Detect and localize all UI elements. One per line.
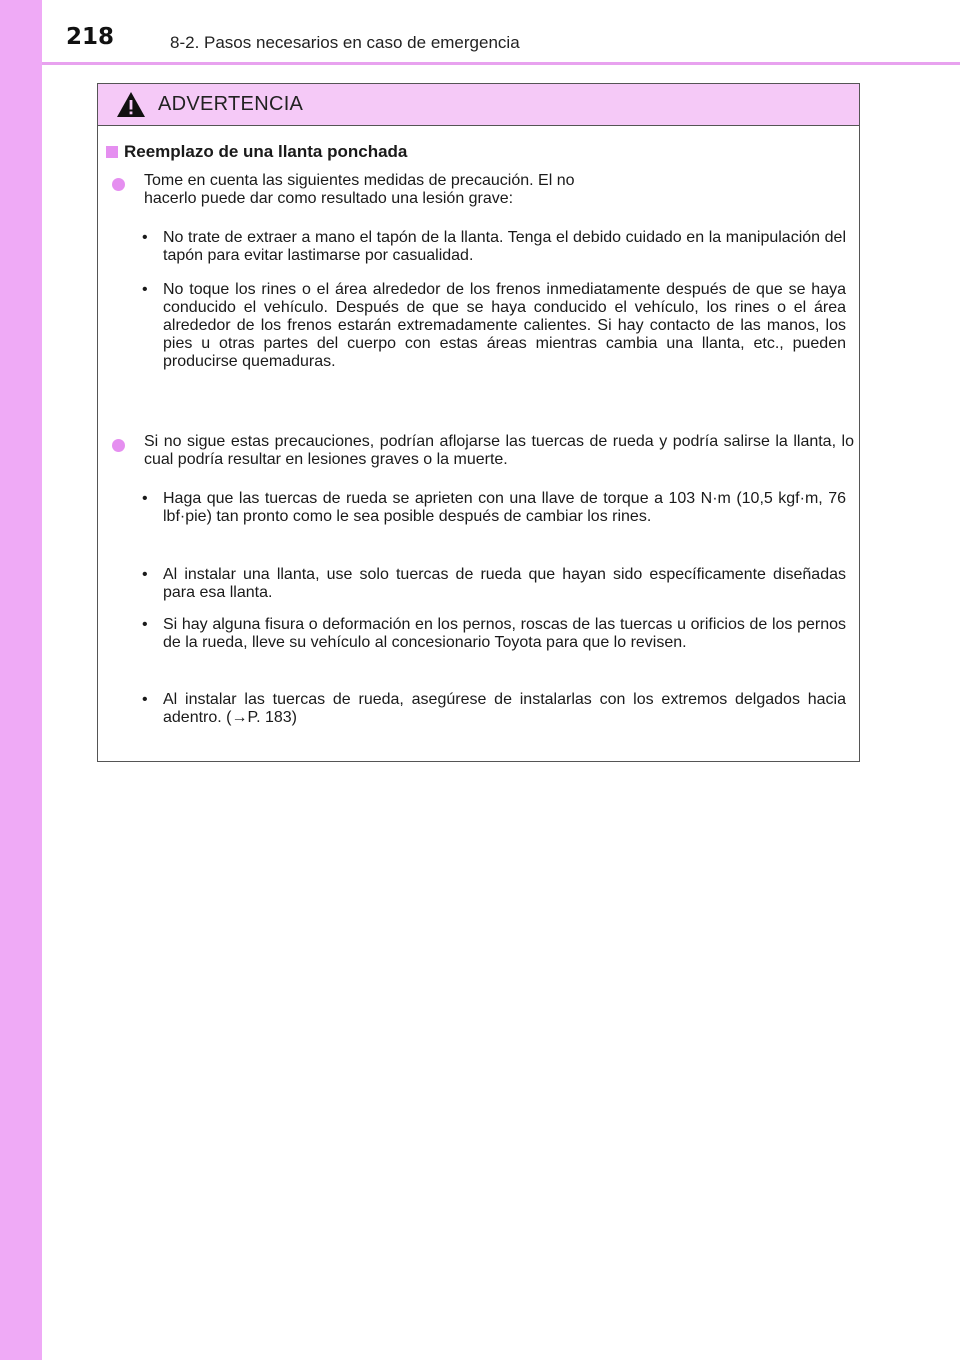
warning-subheading-text: Reemplazo de una llanta ponchada	[124, 142, 408, 161]
circle-bullet-icon	[112, 178, 125, 191]
bullet-item	[136, 229, 846, 265]
bullet-item	[136, 616, 846, 652]
page-header	[42, 0, 960, 64]
warning-item	[106, 172, 854, 208]
bullet-item	[136, 691, 846, 727]
warning-item	[106, 433, 854, 469]
bullet-dot: •	[142, 616, 148, 633]
page-number: 218	[66, 24, 115, 50]
bullet-text: Al instalar una llanta, use solo tuercas de rueda que hayan sido específicamente diseñadas para esa llanta.	[163, 566, 846, 601]
circle-bullet-icon	[112, 439, 125, 452]
bullet-dot: •	[142, 566, 148, 583]
bullet-dot: •	[142, 691, 148, 708]
header-divider	[42, 62, 960, 65]
bullet-item	[136, 490, 846, 526]
bullet-dot: •	[142, 490, 148, 507]
warning-item-text: Si no sigue estas precauciones, podrían aflojarse las tuercas de rueda y podría salirse la llanta, lo cual podría resultar en lesiones graves o la muerte.	[144, 433, 854, 468]
warning-header	[98, 84, 859, 126]
warning-subheading	[106, 142, 407, 162]
warning-box	[97, 83, 860, 762]
bullet-item	[136, 281, 846, 371]
bullet-dot: •	[142, 229, 148, 246]
bullet-text: No trate de extraer a mano el tapón de la llanta. Tenga el debido cuidado en la manipulación del tapón para evitar lastimarse por casualidad.	[163, 229, 846, 264]
square-bullet-icon	[106, 146, 118, 158]
section-title: 8-2. Pasos necesarios en caso de emergencia	[170, 33, 520, 52]
bullet-dot: •	[142, 281, 148, 298]
bullet-text: Al instalar las tuercas de rueda, asegúrese de instalarlas con los extremos delgados hacia adentro. (→P. 183)	[163, 691, 846, 726]
bullet-item	[136, 566, 846, 602]
warning-triangle-icon	[116, 91, 146, 118]
warning-title: ADVERTENCIA	[158, 93, 304, 115]
bullet-text: No toque los rines o el área alrededor de los frenos inmediatamente después de que se haya conducido el vehículo. Después de que se haya conducido el vehículo, los rines o el área alrededor de los frenos estarán extremadamente calientes. Si hay contacto de las manos, los pies u otras partes del cuerpo con estas áreas mientras cambia una llanta, etc., pueden producirse quemaduras.	[163, 281, 846, 370]
bullet-text: Haga que las tuercas de rueda se aprieten con una llave de torque a 103 N·m (10,5 kgf·m, 76 lbf·pie) tan pronto como le sea posible después de cambiar los rines.	[163, 490, 846, 525]
chapter-sidebar	[0, 0, 42, 1360]
bullet-text: Si hay alguna fisura o deformación en los pernos, roscas de las tuercas u orificios de los pernos de la rueda, lleve su vehículo al concesionario Toyota para que lo revisen.	[163, 616, 846, 651]
warning-item-text: Tome en cuenta las siguientes medidas de precaución. El no hacerlo puede dar como resultado una lesión grave:	[144, 172, 575, 207]
